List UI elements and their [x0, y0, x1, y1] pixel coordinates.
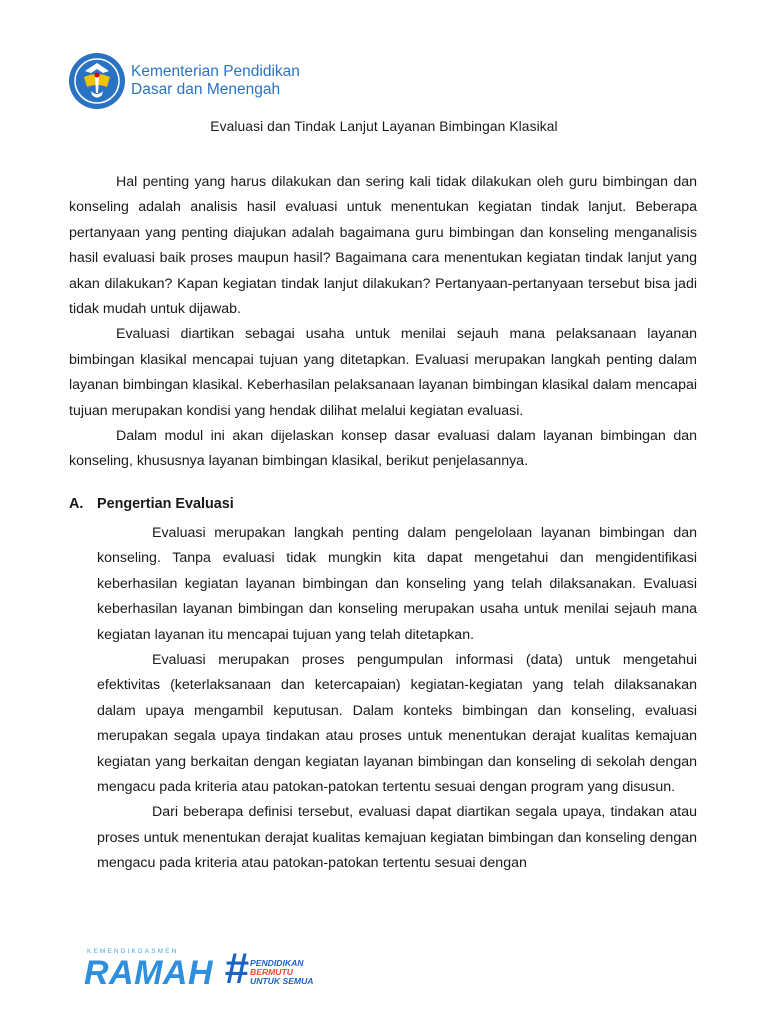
- section-a-heading: [69, 496, 234, 512]
- ministry-name-line1: Kementerian Pendidikan: [131, 63, 300, 80]
- tut-wuri-handayani-logo-icon: [69, 53, 125, 109]
- tagline-line2: BERMUTU: [250, 967, 293, 978]
- intro-paragraph: Hal penting yang harus dilakukan dan sering kali tidak dilakukan oleh guru bimbingan dan konseling adalah analisis hasil evaluasi untuk menentukan kegiatan tindak lanjut. Beberapa pertanyaan yang penting diajukan adalah bagaimana guru bimbingan dan konseling menganalisis hasil evaluasi baik proses maupun hasil? Bagaimana cara menentukan kegiatan tindak lanjut yang akan dilakukan? Kapan kegiatan tindak lanjut dilakukan? Pertanyaan-pertanyaan tersebut bisa jadi tidak mudah untuk dijawab.: [69, 174, 697, 318]
- ministry-name-line2: Dasar dan Menengah: [131, 81, 281, 98]
- pendidikan-bermutu-logo: [224, 944, 334, 993]
- footer-logos: [84, 944, 334, 993]
- section-paragraph: Dari beberapa definisi tersebut, evaluasi dapat diartikan segala upaya, tindakan atau proses untuk menentukan derajat kualitas kemajuan kegiatan bimbingan dan konseling dengan mengacu pada kriteria atau patokan-patokan tertentu sesuai dengan: [97, 804, 697, 872]
- section-paragraph: Evaluasi merupakan langkah penting dalam pengelolaan layanan bimbingan dan konseling. Tanpa evaluasi tidak mungkin kita dapat mengetahui dan mengidentifikasi keberhasilan kegiatan layanan bimbingan dan konseling yang telah dilaksanakan. Evaluasi keberhasilan layanan bimbingan dan konseling merupakan usaha untuk menilai sejauh mana kegiatan layanan itu mencapai tujuan yang telah ditetapkan.: [97, 525, 697, 643]
- hashtag-icon: #: [224, 944, 249, 993]
- intro-paragraph: Evaluasi diartikan sebagai usaha untuk menilai sejauh mana pelaksanaan layanan bimbingan klasikal mencapai tujuan yang ditetapkan. Evaluasi merupakan langkah penting dalam layanan bimbingan klasikal. Keberhasilan pelaksanaan layanan bimbingan klasikal dalam mencapai tujuan merupakan kondisi yang hendak dilihat melalui kegiatan evaluasi.: [69, 326, 697, 419]
- ramah-logo-text: RAMAH: [84, 954, 214, 992]
- intro-text: [69, 170, 697, 475]
- section-title: Pengertian Evaluasi: [97, 496, 234, 512]
- ministry-name: [131, 63, 300, 99]
- section-paragraph: Evaluasi merupakan proses pengumpulan informasi (data) untuk mengetahui efektivitas (keterlaksanaan dan ketercapaian) kegiatan-kegiatan yang telah dilaksanakan dalam upaya mengambil keputusan. Dalam konteks bimbingan dan konseling, evaluasi merupakan segala upaya tindakan atau proses untuk menentukan derajat kualitas kemajuan kegiatan yang berkaitan dengan kegiatan layanan bimbingan dan konseling di sekolah dengan mengacu pada kriteria atau patokan-patokan tertentu sesuai dengan program yang disusun.: [97, 652, 697, 796]
- ramah-logo-small-text: KEMENDIKDASMEN: [87, 948, 179, 955]
- section-a-text: [97, 521, 697, 877]
- ramah-logo: [84, 948, 214, 992]
- tagline-text: [250, 959, 314, 987]
- intro-paragraph: Dalam modul ini akan dijelaskan konsep dasar evaluasi dalam layanan bimbingan dan konseling, khususnya layanan bimbingan klasikal, berikut penjelasannya.: [69, 428, 697, 470]
- section-number: A.: [69, 496, 84, 512]
- document-title: Evaluasi dan Tindak Lanjut Layanan Bimbingan Klasikal: [210, 119, 558, 134]
- tagline-line3: UNTUK SEMUA: [250, 976, 314, 987]
- tagline-line1: PENDIDIKAN: [250, 958, 304, 968]
- ministry-header: [69, 53, 300, 109]
